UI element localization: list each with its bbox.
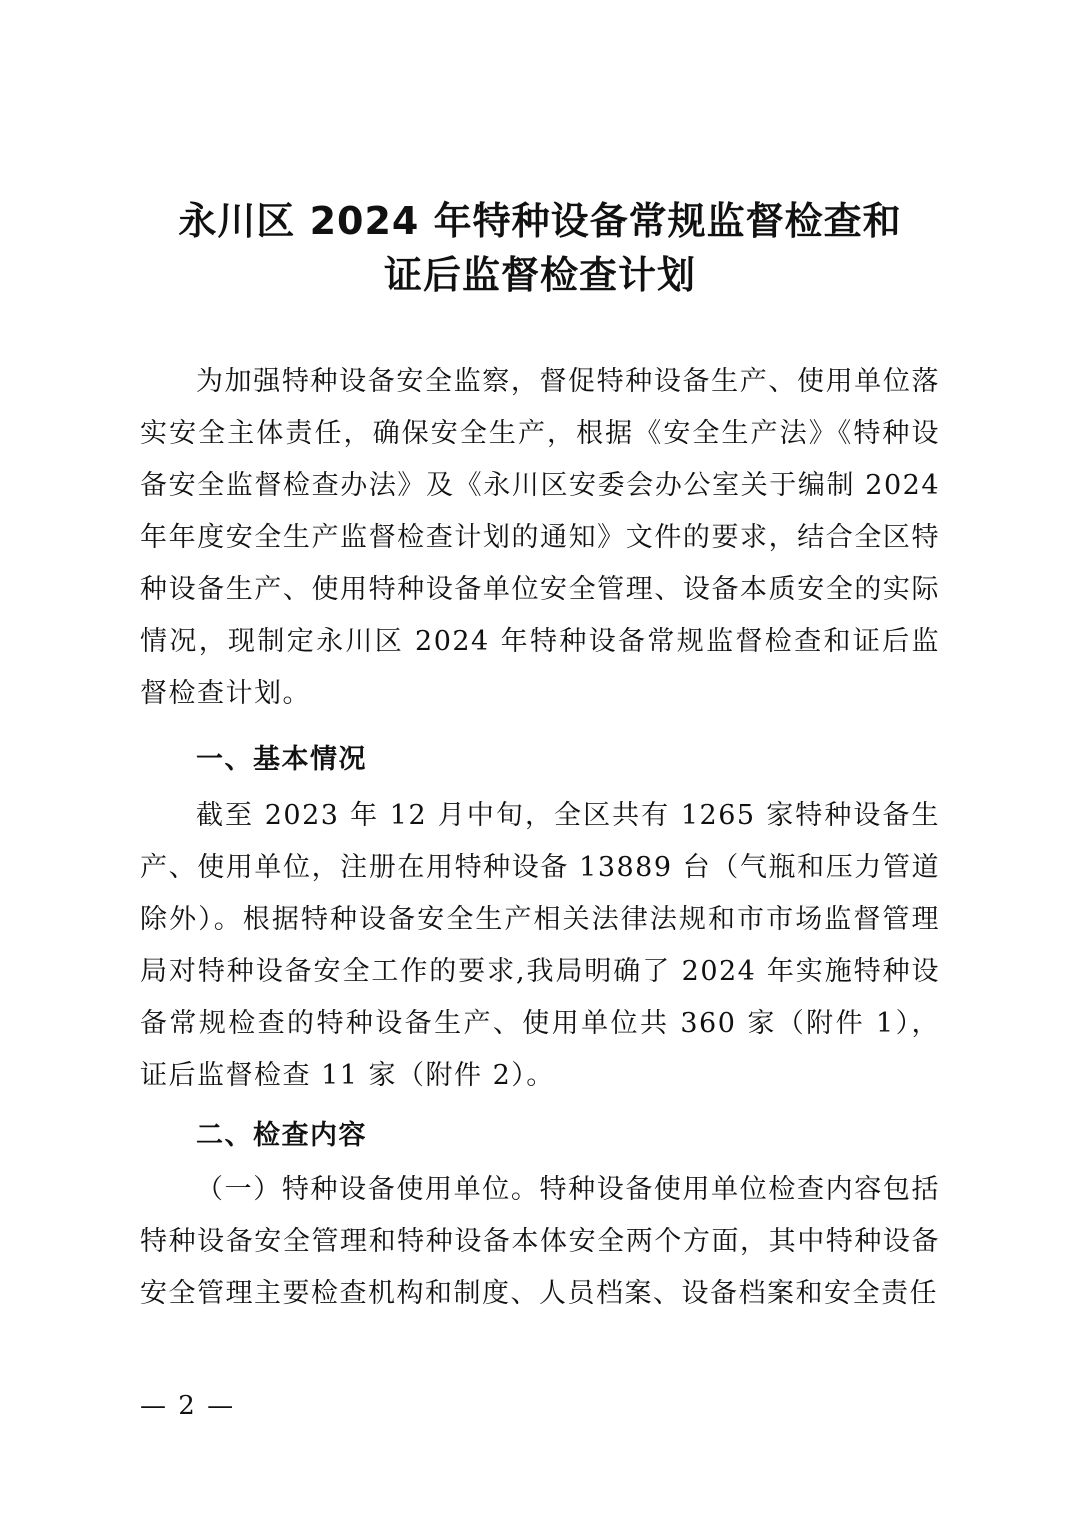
basic-situation-paragraph: 截至 2023 年 12 月中旬，全区共有 1265 家特种设备生产、使用单位，注册在用特种设备 13889 台（气瓶和压力管道除外）。根据特种设备安全生产相关法律法规和市市场监督管理局对特种设备安全工作的要求,我局明确了 2024 年实施特种设备常规检查的特种设备生产、使用单位共 360 家（附件 1），证后监督检查 11 家（附件 2）。 [140,800,940,1091]
section-heading-inspection-content: 二、检查内容 [196,1120,367,1151]
inspection-content-text: 特种设备使用单位检查内容包括特种设备安全管理和特种设备本体安全两个方面，其中特种设备安全管理主要检查机构和制度、人员档案、设备档案和安全责任 [140,1174,941,1309]
page-number: — 2 — [140,1391,236,1421]
subsection-heading-equipment-users: （一）特种设备使用单位。 [196,1174,540,1205]
document-title-line-1: 永川区 2024 年特种设备常规监督检查和 [178,199,902,243]
section-heading-basic-situation: 一、基本情况 [196,744,367,775]
inspection-content-paragraph [140,1164,940,1320]
intro-paragraph: 为加强特种设备安全监察，督促特种设备生产、使用单位落实安全主体责任，确保安全生产，根据《安全生产法》《特种设备安全监督检查办法》及《永川区安委会办公室关于编制 2024 年年度安全生产监督检查计划的通知》文件的要求，结合全区特种设备生产、使用特种设备单位安全管理、设备本质安全的实际情况，现制定永川区 2024 年特种设备常规监督检查和证后监督检查计划。 [140,366,940,709]
document-title-line-2: 证后监督检查计划 [383,253,696,297]
